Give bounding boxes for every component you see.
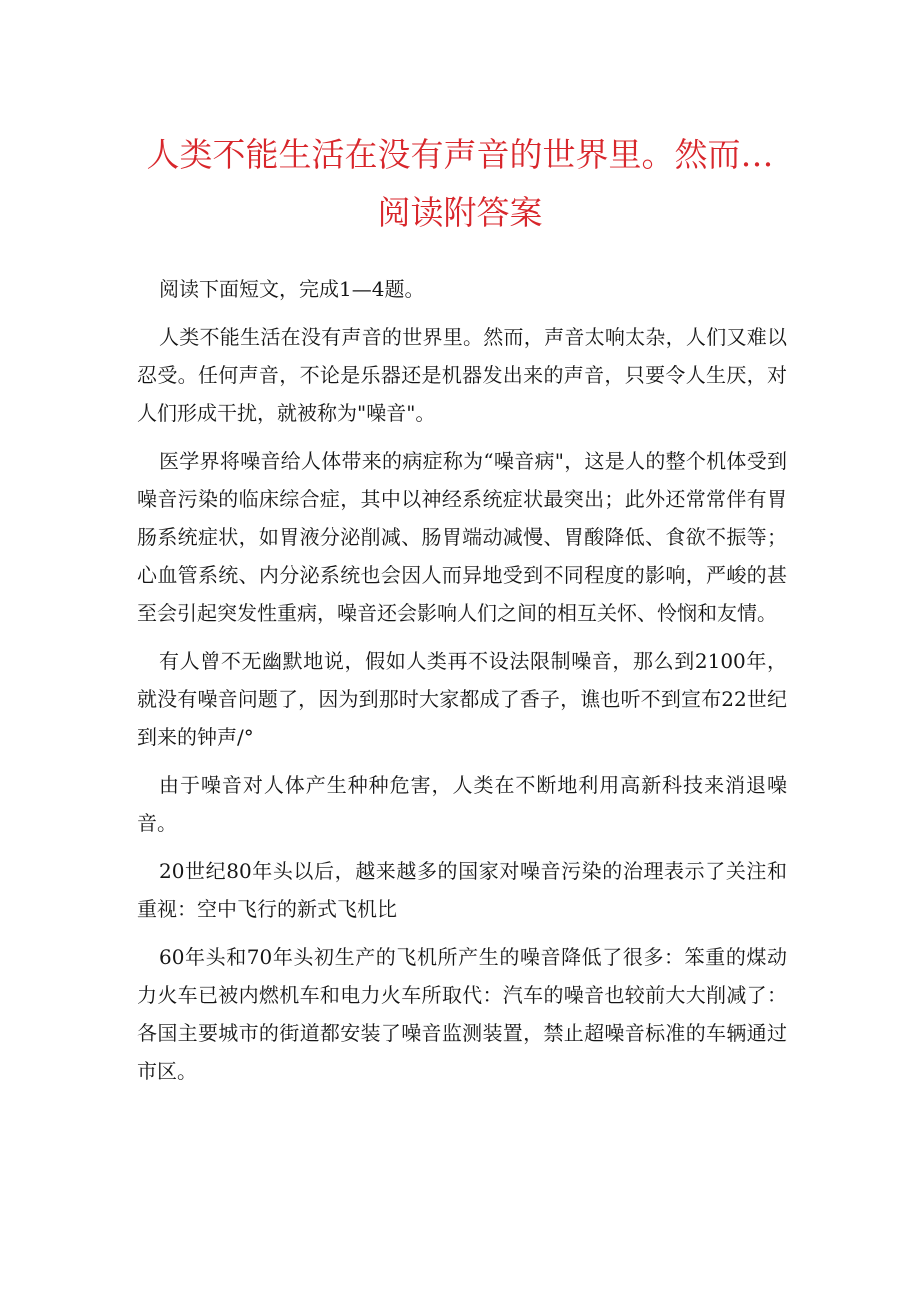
paragraph-4: 由于噪音对人体产生种种危害，人类在不断地利用高新科技来消退噪音。 xyxy=(137,773,787,835)
document-title xyxy=(140,126,780,242)
article-body xyxy=(137,270,787,1100)
paragraph-6: 60年头和70年头初生产的飞机所产生的噪音降低了很多：笨重的煤动力火车已被内燃机车和电力火车所取代：汽车的噪音也较前大大削减了：各国主要城市的街道都安装了噪音监测装置，禁止超噪音标准的车辆通过市区。 xyxy=(137,945,787,1083)
paragraph-3: 有人曾不无幽默地说，假如人类再不设法限制噪音，那么到2100年，就没有噪音问题了，因为到那时大家都成了香子，谯也听不到宣布22世纪到来的钟声/° xyxy=(137,649,787,749)
paragraph-1: 人类不能生活在没有声音的世界里。然而，声音太响太杂，人们又难以忍受。任何声音，不论是乐器还是机器发出来的声音，只要令人生厌，对人们形成干扰，就被称为"噪音"。 xyxy=(137,325,787,425)
title-line-2: 阅读附答案 xyxy=(377,193,543,232)
paragraph-5: 20世纪80年头以后，越来越多的国家对噪音污染的治理表示了关注和重视：空中飞行的新式飞机比 xyxy=(137,859,787,921)
title-line-1: 人类不能生活在没有声音的世界里。然而… xyxy=(146,135,774,174)
paragraph-instructions: 阅读下面短文，完成1—4题。 xyxy=(159,277,425,301)
paragraph-2: 医学界将噪音给人体带来的病症称为“噪音病"，这是人的整个机体受到噪音污染的临床综合症，其中以神经系统症状最突出；此外还常常伴有胃肠系统症状，如胃液分泌削减、肠胃端动减慢、胃酸降低、食欲不振等；心血管系统、内分泌系统也会因人而异地受到不同程度的影响，严峻的甚至会引起突发性重病，噪音还会影响人们之间的相互关怀、怜悯和友情。 xyxy=(137,449,787,625)
